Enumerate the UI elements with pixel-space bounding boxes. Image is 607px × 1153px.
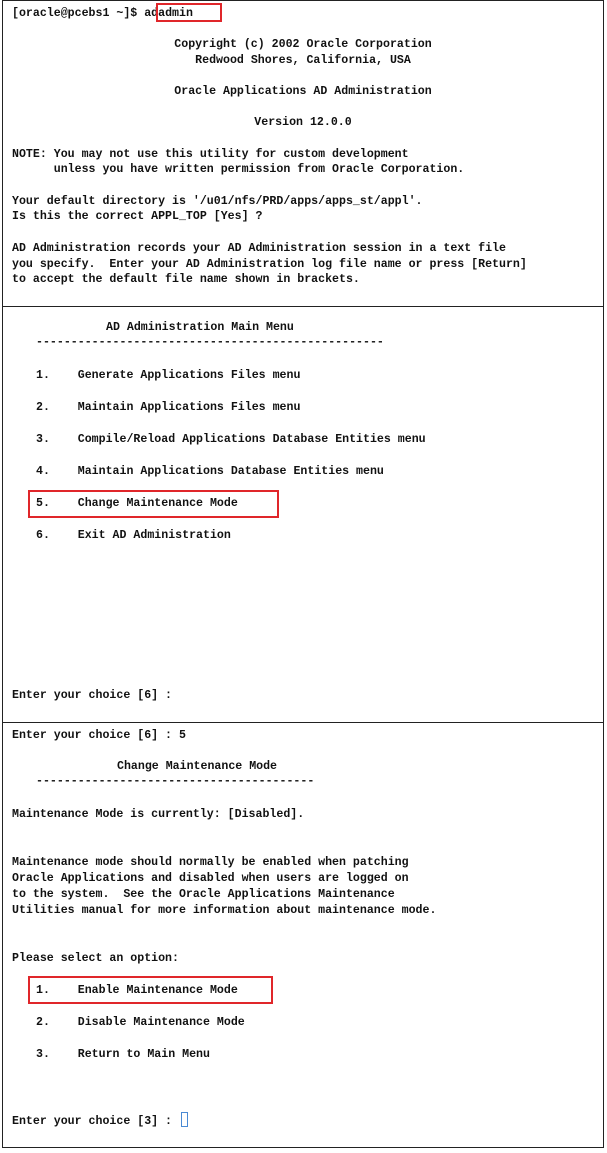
directory-line: Your default directory is '/u01/nfs/PRD/apps/apps_st/appl'. <box>12 195 423 208</box>
copyright-line: Copyright (c) 2002 Oracle Corporation <box>174 38 432 51</box>
log-info-line: to accept the default file name shown in brackets. <box>12 273 360 286</box>
maintenance-title: Change Maintenance Mode <box>117 760 278 773</box>
terminal-panel-maintenance-mode <box>2 722 604 1148</box>
app-title: Oracle Applications AD Administration <box>174 85 432 98</box>
entered-choice-line: Enter your choice [6] : 5 <box>12 729 186 742</box>
maintenance-status: Maintenance Mode is currently: [Disabled]. <box>12 808 305 821</box>
main-menu-underline: -------------------------------------------------- <box>36 336 384 349</box>
menu-item-6[interactable]: 6. Exit AD Administration <box>36 529 231 542</box>
version-line: Version 12.0.0 <box>254 116 352 129</box>
note-line: NOTE: You may not use this utility for custom development <box>12 148 409 161</box>
menu-item-4[interactable]: 4. Maintain Applications Database Entities menu <box>36 465 384 478</box>
info-line: to the system. See the Oracle Applications Maintenance <box>12 888 395 901</box>
option-enable-maintenance[interactable]: 1. Enable Maintenance Mode <box>36 984 238 997</box>
log-info-line: AD Administration records your AD Administration session in a text file <box>12 242 506 255</box>
info-line: Utilities manual for more information about maintenance mode. <box>12 904 437 917</box>
command-text: adadmin <box>144 7 193 20</box>
menu-item-5-highlight <box>28 490 279 518</box>
text-cursor <box>181 1112 188 1127</box>
appl-top-question: Is this the correct APPL_TOP [Yes] ? <box>12 210 263 223</box>
location-line: Redwood Shores, California, USA <box>195 54 411 67</box>
command-highlight <box>156 3 222 22</box>
log-info-line: you specify. Enter your AD Administration log file name or press [Return] <box>12 258 527 271</box>
menu-item-5[interactable]: 5. Change Maintenance Mode <box>36 497 238 510</box>
terminal-panel-intro <box>2 0 604 307</box>
option-return-main-menu[interactable]: 3. Return to Main Menu <box>36 1048 210 1061</box>
menu-item-1[interactable]: 1. Generate Applications Files menu <box>36 369 301 382</box>
main-menu-title: AD Administration Main Menu <box>106 321 294 334</box>
main-menu-prompt: Enter your choice [6] : <box>12 689 173 702</box>
select-option-prompt: Please select an option: <box>12 952 179 965</box>
shell-prompt: [oracle@pcebs1 ~]$ <box>12 7 138 20</box>
menu-item-2[interactable]: 2. Maintain Applications Files menu <box>36 401 301 414</box>
note-line: unless you have written permission from Oracle Corporation. <box>12 163 465 176</box>
menu-item-3[interactable]: 3. Compile/Reload Applications Database Entities menu <box>36 433 426 446</box>
maintenance-underline: ---------------------------------------- <box>36 775 315 788</box>
option-disable-maintenance[interactable]: 2. Disable Maintenance Mode <box>36 1016 245 1029</box>
option-enable-highlight <box>28 976 273 1004</box>
info-line: Oracle Applications and disabled when users are logged on <box>12 872 409 885</box>
info-line: Maintenance mode should normally be enabled when patching <box>12 856 409 869</box>
maintenance-choice-prompt[interactable]: Enter your choice [3] : <box>12 1112 188 1129</box>
terminal-panel-main-menu <box>2 306 604 723</box>
